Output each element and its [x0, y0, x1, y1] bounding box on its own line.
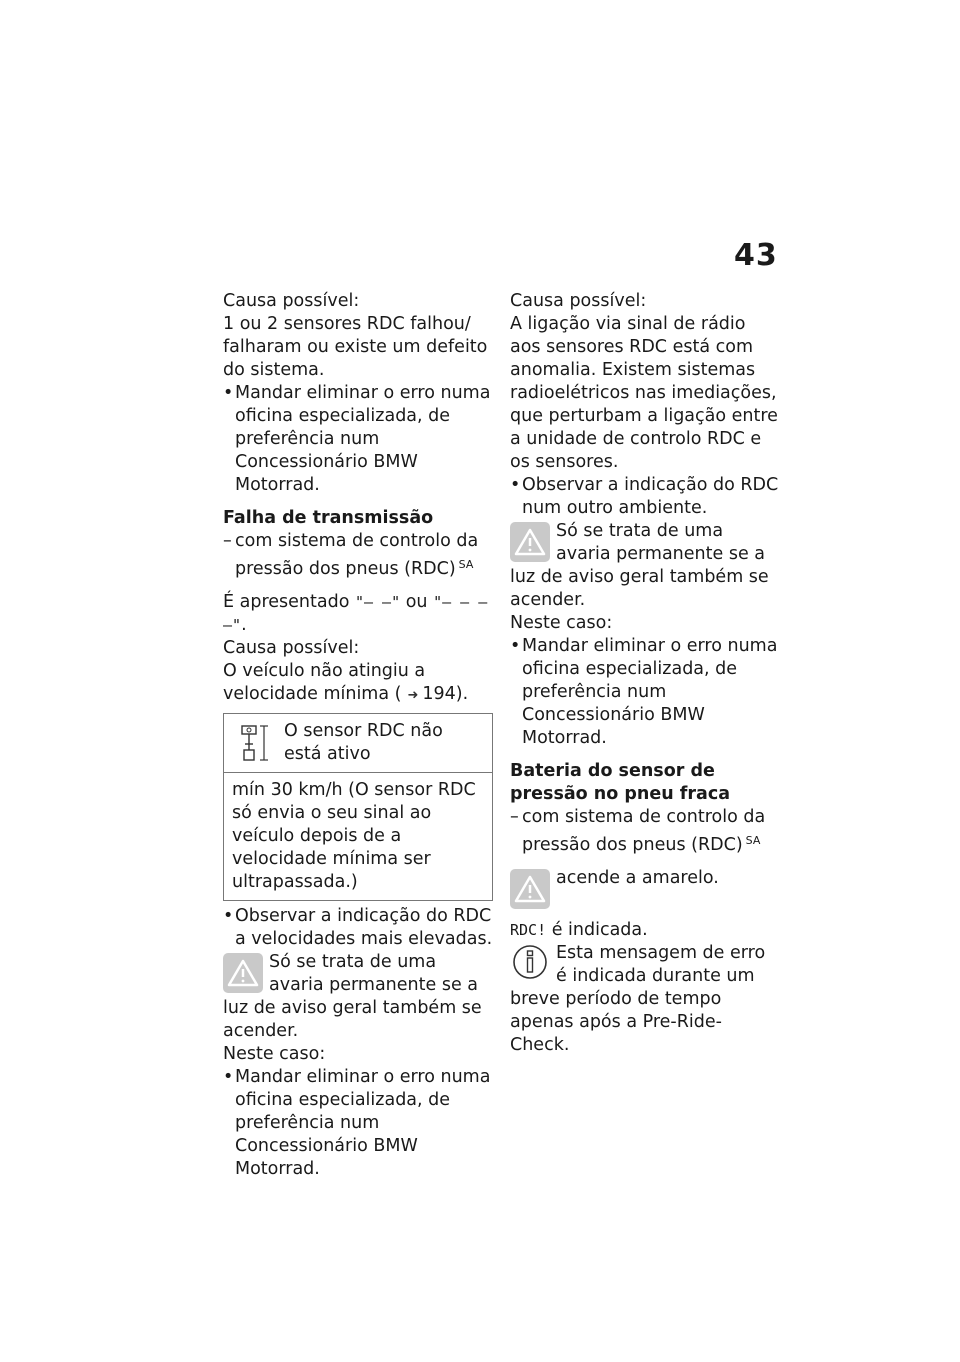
cause-text: 1 ou 2 sensores RDC falhou/ falharam ou existe um defeito do sistema. [223, 314, 488, 380]
rdc-code-text: é indicada. [546, 920, 648, 940]
cause-text-body: O veículo não atingiu a velocidade mínima [223, 661, 426, 704]
amber-text: acende a amarelo. [556, 868, 719, 888]
shown-or: ou [400, 592, 434, 612]
right-column [510, 290, 780, 1057]
warning-triangle-icon [223, 953, 263, 993]
warning-triangle-icon [510, 522, 550, 562]
action-bullet: • Observar a indicação do RDC a velocidades mais elevadas. [223, 905, 493, 951]
sa-badge: SA [745, 834, 761, 847]
page-reference-arrow-icon[interactable]: ➜ [407, 688, 419, 703]
shown-prefix: É apresentado [223, 592, 355, 612]
display-value-1: "– –" [354, 593, 401, 611]
tire-pressure-sensor-icon [236, 722, 276, 766]
warning-text: Só se trata de uma avaria permanente se a luz de aviso geral também se acender. [223, 952, 482, 1041]
rdc-status-table [223, 713, 493, 901]
section-heading-transmission: Falha de transmissão [223, 508, 434, 528]
warning-text: Só se trata de uma avaria permanente se a luz de aviso geral também se acender. [510, 521, 769, 610]
condition-text: com sistema de controlo da pressão dos pneus (RDC) [235, 531, 479, 579]
warning-note [510, 520, 780, 612]
display-shown-text [223, 591, 493, 637]
amber-warning-note [510, 867, 780, 909]
info-note [510, 942, 780, 1057]
warning-triangle-icon [510, 869, 550, 909]
rdc-status-text: O sensor RDC não está ativo [284, 721, 443, 764]
condition-dash [223, 530, 493, 581]
action-bullet: • Mandar eliminar o erro numa oficina especializada, de preferência num Concessionário BMW Motorrad. [223, 382, 493, 497]
condition-text: com sistema de controlo da pressão dos pneus (RDC) [522, 807, 766, 855]
rdc-status-row [224, 714, 492, 773]
section-heading-battery: Bateria do sensor de pressão no pneu fraca [510, 761, 730, 804]
rdc-code-line [510, 919, 780, 942]
cause-text [223, 660, 493, 707]
condition-dash [510, 806, 780, 857]
page-number: 43 [734, 238, 778, 273]
neste-caso: Neste caso: [510, 613, 613, 633]
display-value-2: "– – – –" [223, 593, 488, 634]
page-reference[interactable]: 194). [422, 684, 469, 704]
ref-open: ( [394, 684, 402, 704]
cause-label: Causa possível: [223, 291, 360, 311]
action-bullet: • Mandar eliminar o erro numa oficina especializada, de preferência num Concessionário BMW Motorrad. [510, 635, 780, 750]
cause-text: A ligação via sinal de rádio aos sensores RDC está com anomalia. Existem sistemas radioelétricos nas imediações, que perturbam a ligação entre a unidade de controlo RDC e os sensores. [510, 314, 778, 472]
info-text: Esta mensagem de erro é indicada durante um breve período de tempo apenas após a Pre-Ride-Check. [510, 943, 766, 1055]
sa-badge: SA [458, 558, 474, 571]
action-bullet: • Mandar eliminar o erro numa oficina especializada, de preferência num Concessionário BMW Motorrad. [223, 1066, 493, 1181]
cause-label: Causa possível: [510, 291, 647, 311]
rdc-code: RDC! [510, 921, 547, 939]
neste-caso: Neste caso: [223, 1044, 326, 1064]
info-icon [510, 942, 550, 982]
rdc-note-row: mín 30 km/h (O sensor RDC só envia o seu sinal ao veículo depois de a velocidade mínima ser ultrapassada.) [232, 780, 476, 892]
action-bullet: • Observar a indicação do RDC num outro ambiente. [510, 474, 780, 520]
shown-suffix: . [241, 615, 247, 635]
left-column [223, 290, 493, 1181]
warning-note [223, 951, 493, 1043]
cause-label: Causa possível: [223, 638, 360, 658]
